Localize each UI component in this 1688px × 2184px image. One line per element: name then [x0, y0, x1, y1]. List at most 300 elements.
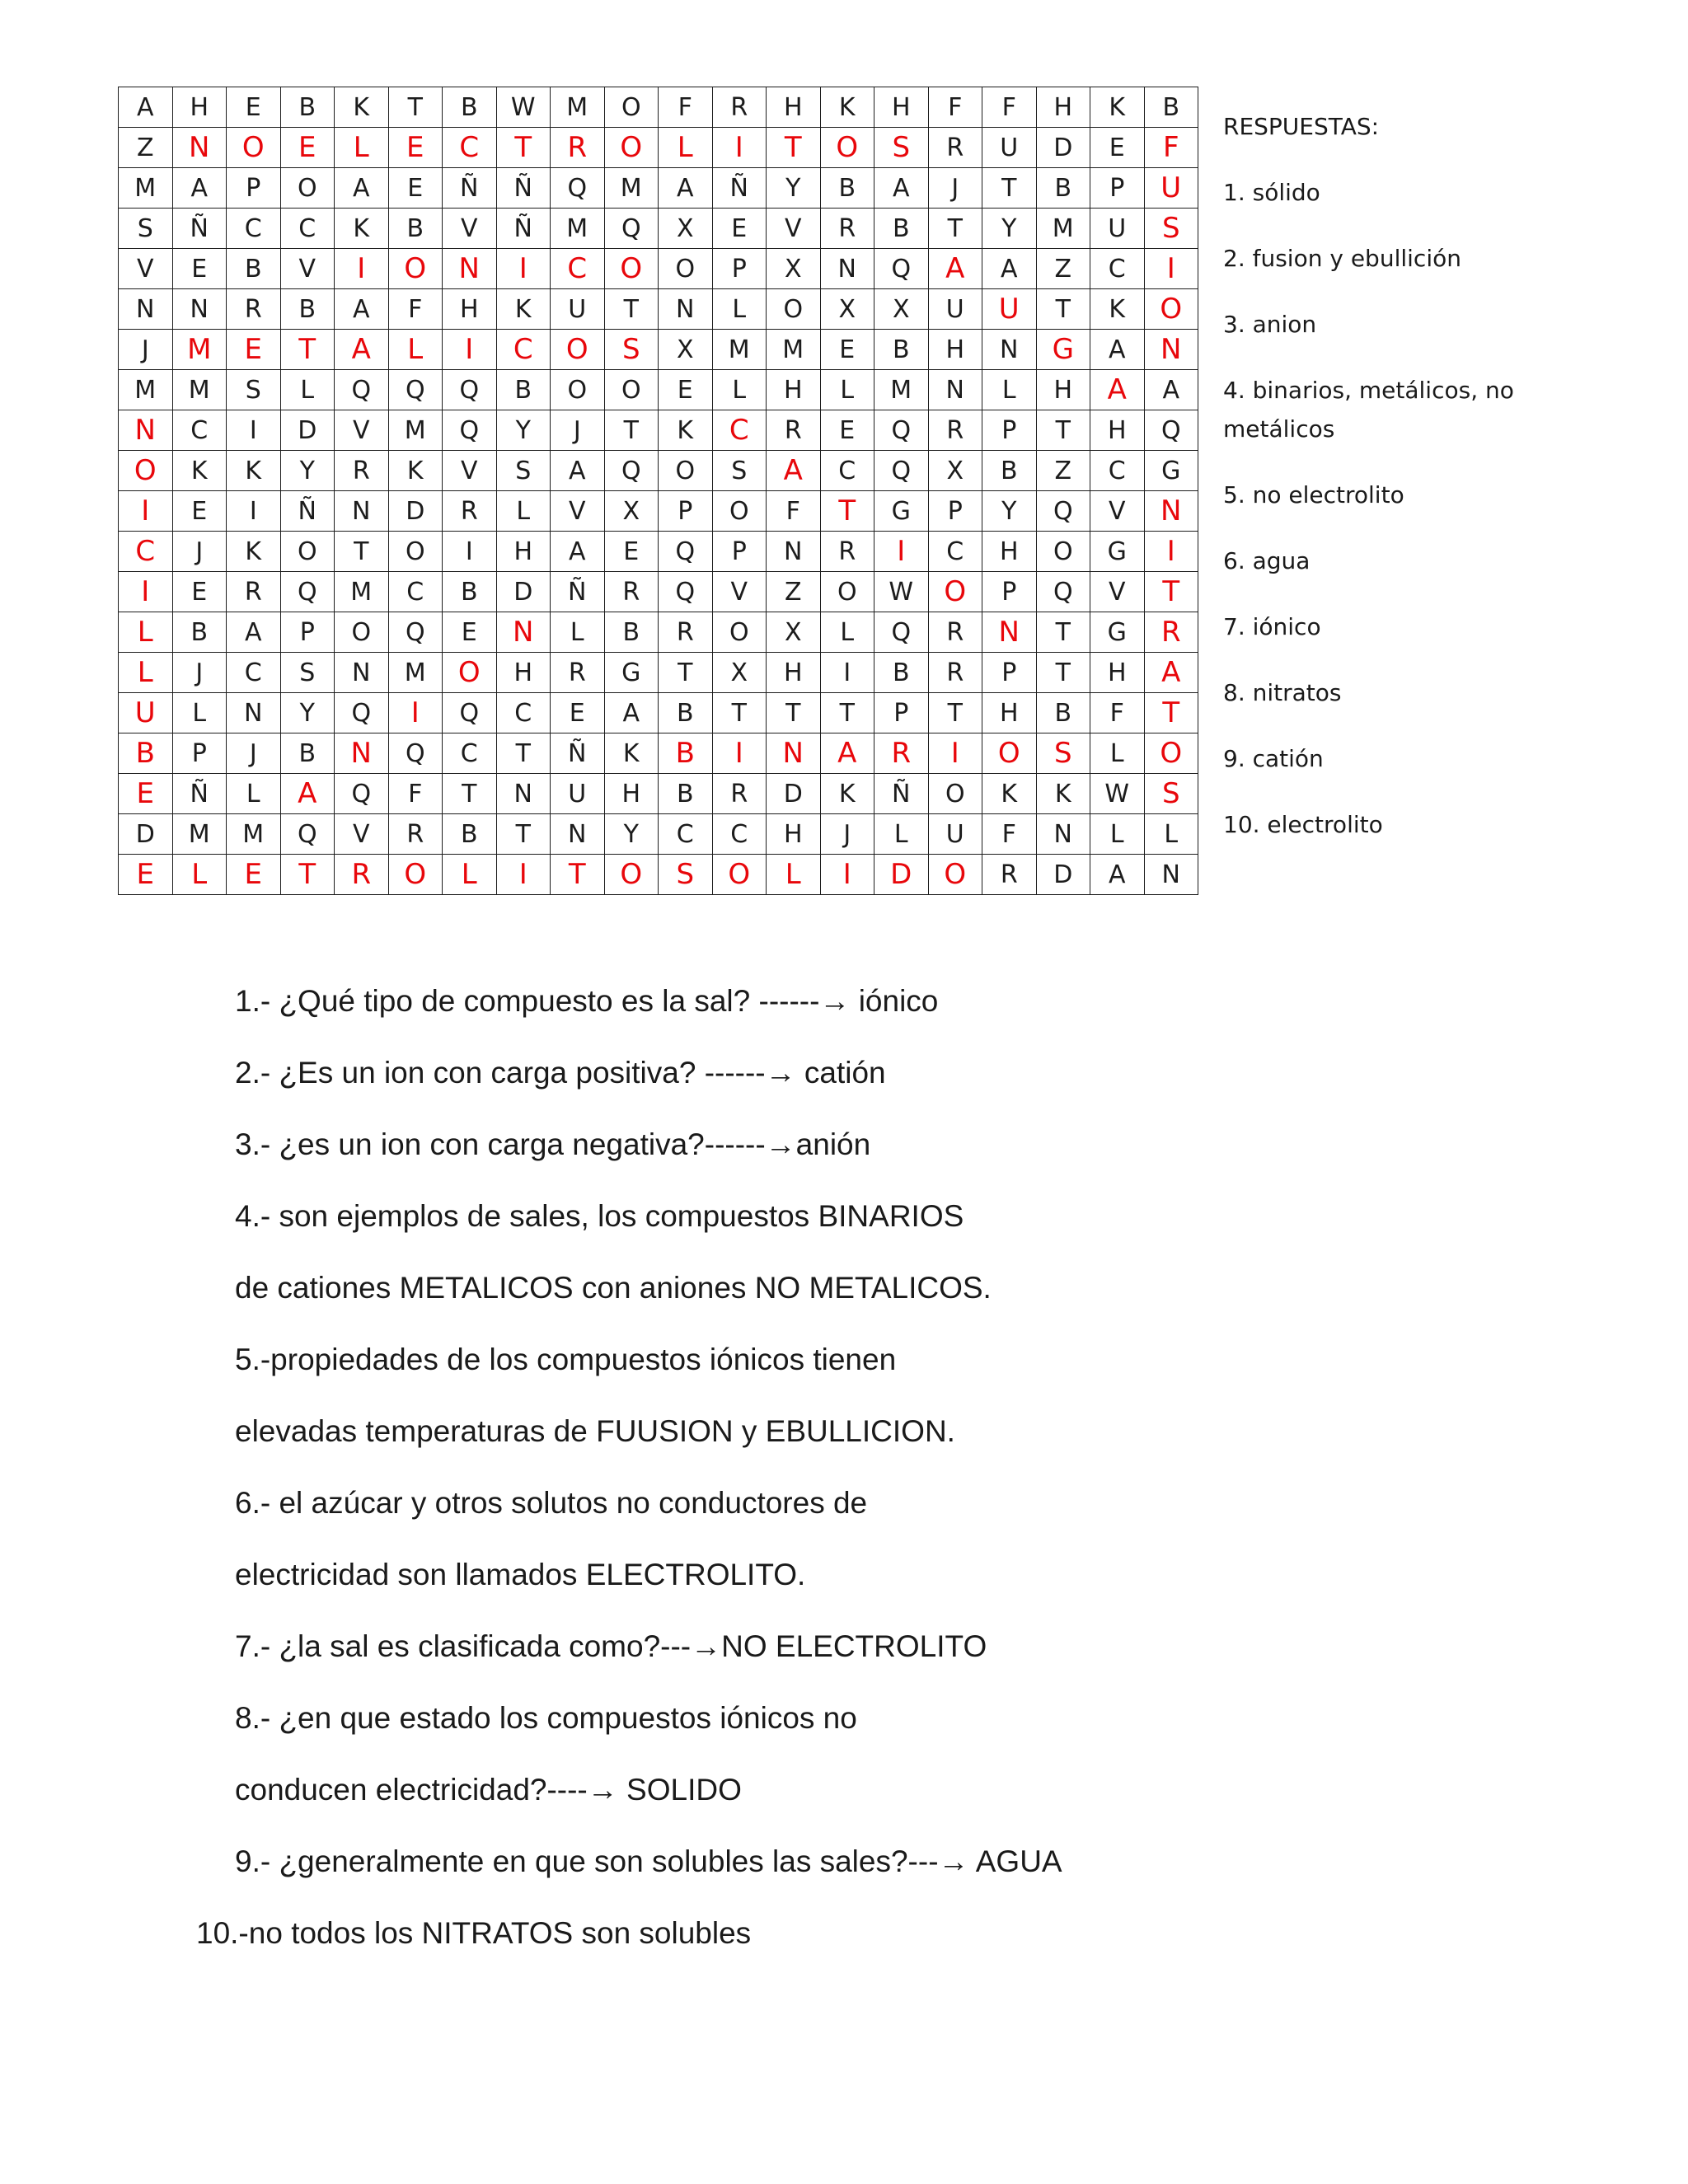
grid-cell: M [335, 572, 389, 612]
grid-cell: O [928, 774, 982, 814]
grid-cell: R [874, 733, 929, 774]
answer-item: 7. iónico [1223, 613, 1321, 640]
grid-cell: Q [443, 410, 497, 451]
grid-cell: L [712, 370, 767, 410]
grid-row [119, 370, 1198, 410]
grid-cell: B [604, 612, 659, 653]
grid-cell: U [1090, 209, 1145, 249]
grid-cell: K [227, 451, 281, 491]
grid-cell: L [496, 491, 551, 532]
grid-cell: C [1090, 249, 1145, 289]
grid-cell: Q [551, 168, 605, 209]
grid-cell: H [767, 370, 821, 410]
grid-cell: F [388, 289, 443, 330]
grid-cell: N [820, 249, 874, 289]
grid-cell: X [767, 249, 821, 289]
grid-cell: T [280, 330, 335, 370]
grid-cell: P [712, 249, 767, 289]
grid-cell: V [119, 249, 173, 289]
grid-cell: X [767, 612, 821, 653]
grid-cell: R [767, 410, 821, 451]
grid-cell: R [335, 855, 389, 895]
grid-cell: N [496, 612, 551, 653]
answer-item: 8. nitratos [1223, 679, 1342, 706]
grid-cell: R [227, 572, 281, 612]
grid-cell: V [443, 451, 497, 491]
grid-cell: V [712, 572, 767, 612]
grid-cell: G [1090, 532, 1145, 572]
grid-cell: T [1036, 653, 1090, 693]
grid-cell: L [119, 612, 173, 653]
grid-cell: V [335, 814, 389, 855]
grid-cell: B [443, 87, 497, 128]
grid-cell: C [659, 814, 713, 855]
grid-cell: W [874, 572, 929, 612]
grid-cell: X [874, 289, 929, 330]
grid-cell: Y [767, 168, 821, 209]
grid-cell: F [767, 491, 821, 532]
grid-cell: P [227, 168, 281, 209]
grid-cell: C [227, 653, 281, 693]
grid-cell: U [1144, 168, 1198, 209]
grid-cell: S [604, 330, 659, 370]
grid-cell: N [767, 733, 821, 774]
grid-cell: R [928, 410, 982, 451]
grid-cell: Q [388, 370, 443, 410]
grid-cell: T [1144, 572, 1198, 612]
grid-cell: G [1090, 612, 1145, 653]
grid-cell: L [767, 855, 821, 895]
grid-row [119, 855, 1198, 895]
grid-cell: Y [496, 410, 551, 451]
grid-cell: F [388, 774, 443, 814]
grid-cell: A [767, 451, 821, 491]
grid-cell: C [227, 209, 281, 249]
grid-cell: Q [388, 733, 443, 774]
grid-cell: E [280, 128, 335, 168]
grid-cell: O [604, 249, 659, 289]
grid-cell: P [874, 693, 929, 733]
grid-cell: D [119, 814, 173, 855]
grid-cell: P [928, 491, 982, 532]
grid-cell: N [982, 612, 1037, 653]
grid-cell: M [1036, 209, 1090, 249]
grid-cell: I [496, 855, 551, 895]
grid-cell: D [1036, 855, 1090, 895]
grid-row [119, 572, 1198, 612]
grid-cell: I [388, 693, 443, 733]
grid-cell: A [119, 87, 173, 128]
grid-cell: I [227, 410, 281, 451]
grid-cell: E [1090, 128, 1145, 168]
grid-cell: N [227, 693, 281, 733]
grid-cell: K [172, 451, 227, 491]
grid-cell: O [280, 532, 335, 572]
grid-cell: M [119, 168, 173, 209]
grid-cell: D [496, 572, 551, 612]
grid-cell: E [388, 128, 443, 168]
grid-cell: F [1090, 693, 1145, 733]
grid-cell: H [496, 653, 551, 693]
grid-cell: B [496, 370, 551, 410]
grid-cell: M [551, 209, 605, 249]
grid-cell: Y [982, 491, 1037, 532]
grid-cell: T [767, 693, 821, 733]
grid-cell: K [1090, 289, 1145, 330]
grid-cell: A [1144, 370, 1198, 410]
grid-cell: K [227, 532, 281, 572]
grid-cell: O [227, 128, 281, 168]
grid-cell: O [820, 128, 874, 168]
grid-cell: M [172, 814, 227, 855]
grid-cell: D [388, 491, 443, 532]
grid-cell: U [551, 774, 605, 814]
grid-cell: L [443, 855, 497, 895]
grid-cell: B [280, 733, 335, 774]
grid-cell: H [496, 532, 551, 572]
grid-cell: H [982, 693, 1037, 733]
grid-cell: R [604, 572, 659, 612]
grid-row [119, 612, 1198, 653]
grid-cell: E [551, 693, 605, 733]
grid-cell: N [928, 370, 982, 410]
grid-cell: T [767, 128, 821, 168]
grid-cell: U [551, 289, 605, 330]
grid-cell: V [767, 209, 821, 249]
grid-cell: Ñ [551, 572, 605, 612]
grid-cell: I [820, 653, 874, 693]
grid-cell: T [712, 693, 767, 733]
grid-cell: J [227, 733, 281, 774]
grid-cell: L [982, 370, 1037, 410]
grid-cell: R [388, 814, 443, 855]
grid-cell: Ñ [172, 209, 227, 249]
grid-cell: B [820, 168, 874, 209]
grid-cell: E [712, 209, 767, 249]
grid-cell: H [767, 653, 821, 693]
grid-cell: N [767, 532, 821, 572]
grid-cell: R [1144, 612, 1198, 653]
grid-cell: D [280, 410, 335, 451]
grid-cell: M [604, 168, 659, 209]
grid-cell: O [928, 855, 982, 895]
grid-cell: Q [280, 572, 335, 612]
grid-cell: A [604, 693, 659, 733]
grid-cell: V [335, 410, 389, 451]
answer-item: 2. fusion y ebullición [1223, 245, 1461, 272]
grid-cell: T [604, 289, 659, 330]
grid-cell: B [280, 289, 335, 330]
grid-row [119, 653, 1198, 693]
grid-cell: L [874, 814, 929, 855]
question-2: 2.- ¿Es un ion con carga positiva? ------→ catión [235, 1056, 886, 1090]
grid-cell: M [172, 330, 227, 370]
grid-row [119, 774, 1198, 814]
grid-cell: Ñ [443, 168, 497, 209]
grid-cell: T [928, 209, 982, 249]
grid-cell: Ñ [874, 774, 929, 814]
grid-row [119, 491, 1198, 532]
question-1: 1.- ¿Qué tipo de compuesto es la sal? ------→ iónico [235, 984, 939, 1018]
grid-cell: Q [604, 451, 659, 491]
answer-item: 4. binarios, metálicos, no metálicos [1223, 377, 1514, 443]
grid-cell: R [335, 451, 389, 491]
grid-cell: I [496, 249, 551, 289]
grid-cell: I [119, 491, 173, 532]
grid-cell: R [712, 774, 767, 814]
grid-cell: U [982, 289, 1037, 330]
grid-cell: O [659, 249, 713, 289]
grid-cell: N [335, 733, 389, 774]
grid-cell: X [928, 451, 982, 491]
grid-cell: E [604, 532, 659, 572]
grid-cell: K [388, 451, 443, 491]
grid-cell: O [119, 451, 173, 491]
grid-row [119, 814, 1198, 855]
grid-cell: B [874, 330, 929, 370]
grid-cell: T [443, 774, 497, 814]
grid-cell: H [604, 774, 659, 814]
grid-cell: B [119, 733, 173, 774]
grid-cell: P [712, 532, 767, 572]
grid-cell: Y [280, 693, 335, 733]
grid-cell: H [1036, 87, 1090, 128]
grid-cell: Z [767, 572, 821, 612]
grid-cell: K [1036, 774, 1090, 814]
grid-cell: R [712, 87, 767, 128]
grid-cell: Q [335, 693, 389, 733]
grid-cell: O [388, 249, 443, 289]
grid-cell: N [1144, 330, 1198, 370]
grid-cell: U [119, 693, 173, 733]
grid-cell: I [874, 532, 929, 572]
grid-cell: O [551, 330, 605, 370]
grid-cell: T [1036, 289, 1090, 330]
grid-cell: C [496, 693, 551, 733]
grid-cell: S [1144, 774, 1198, 814]
answers-heading: RESPUESTAS: [1223, 113, 1380, 140]
grid-cell: A [1144, 653, 1198, 693]
question-3: 3.- ¿es un ion con carga negativa?------→anión [235, 1127, 871, 1161]
grid-cell: N [982, 330, 1037, 370]
grid-cell: M [712, 330, 767, 370]
grid-cell: E [820, 410, 874, 451]
grid-cell: A [874, 168, 929, 209]
grid-cell: C [928, 532, 982, 572]
answer-item: 9. catión [1223, 745, 1324, 772]
grid-cell: O [604, 128, 659, 168]
grid-cell: O [388, 855, 443, 895]
grid-cell: Q [874, 249, 929, 289]
grid-cell: T [496, 814, 551, 855]
grid-cell: O [604, 370, 659, 410]
grid-cell: I [227, 491, 281, 532]
grid-cell: S [659, 855, 713, 895]
grid-cell: R [551, 128, 605, 168]
question-8: 8.- ¿en que estado los compuestos iónicos no [235, 1701, 857, 1735]
grid-cell: R [982, 855, 1037, 895]
grid-cell: T [496, 733, 551, 774]
grid-cell: Q [1036, 491, 1090, 532]
grid-row [119, 249, 1198, 289]
grid-cell: N [551, 814, 605, 855]
grid-cell: E [659, 370, 713, 410]
grid-cell: E [172, 572, 227, 612]
grid-cell: P [982, 572, 1037, 612]
grid-row [119, 87, 1198, 128]
grid-cell: W [496, 87, 551, 128]
grid-cell: O [928, 572, 982, 612]
grid-cell: Q [874, 451, 929, 491]
grid-cell: X [604, 491, 659, 532]
grid-cell: K [335, 209, 389, 249]
grid-cell: C [820, 451, 874, 491]
grid-cell: K [982, 774, 1037, 814]
grid-cell: W [1090, 774, 1145, 814]
grid-cell: B [1036, 693, 1090, 733]
grid-cell: L [280, 370, 335, 410]
grid-row [119, 733, 1198, 774]
question-4: 4.- son ejemplos de sales, los compuestos BINARIOS [235, 1199, 964, 1233]
grid-cell: B [659, 774, 713, 814]
grid-cell: X [659, 330, 713, 370]
grid-cell: V [1090, 491, 1145, 532]
grid-cell: L [172, 855, 227, 895]
grid-cell: Q [388, 612, 443, 653]
grid-cell: E [172, 491, 227, 532]
grid-cell: C [551, 249, 605, 289]
grid-cell: N [172, 128, 227, 168]
grid-row [119, 410, 1198, 451]
grid-cell: D [767, 774, 821, 814]
grid-cell: K [820, 774, 874, 814]
grid-row [119, 289, 1198, 330]
grid-row [119, 693, 1198, 733]
grid-cell: C [119, 532, 173, 572]
grid-cell: K [1090, 87, 1145, 128]
grid-cell: M [172, 370, 227, 410]
grid-cell: N [1144, 855, 1198, 895]
grid-cell: H [767, 87, 821, 128]
grid-cell: N [1144, 491, 1198, 532]
grid-cell: E [227, 87, 281, 128]
grid-cell: L [227, 774, 281, 814]
grid-cell: S [1036, 733, 1090, 774]
grid-cell: N [443, 249, 497, 289]
grid-cell: A [928, 249, 982, 289]
grid-cell: V [280, 249, 335, 289]
grid-cell: U [982, 128, 1037, 168]
grid-cell: C [443, 733, 497, 774]
question-5-cont: elevadas temperaturas de FUUSION y EBULLICION. [235, 1414, 955, 1448]
grid-cell: O [1144, 289, 1198, 330]
grid-cell: I [119, 572, 173, 612]
grid-cell: O [1144, 733, 1198, 774]
grid-cell: H [1036, 370, 1090, 410]
grid-cell: H [928, 330, 982, 370]
grid-row [119, 451, 1198, 491]
grid-cell: J [172, 532, 227, 572]
grid-cell: B [227, 249, 281, 289]
grid-cell: E [172, 249, 227, 289]
grid-cell: A [982, 249, 1037, 289]
grid-cell: T [1036, 410, 1090, 451]
grid-cell: S [496, 451, 551, 491]
grid-row [119, 330, 1198, 370]
grid-cell: P [172, 733, 227, 774]
grid-cell: I [1144, 249, 1198, 289]
grid-cell: R [928, 653, 982, 693]
grid-cell: O [551, 370, 605, 410]
grid-cell: I [928, 733, 982, 774]
grid-cell: N [119, 289, 173, 330]
grid-cell: D [874, 855, 929, 895]
grid-cell: T [659, 653, 713, 693]
answer-item: 5. no electrolito [1223, 481, 1404, 509]
grid-cell: G [604, 653, 659, 693]
grid-cell: K [659, 410, 713, 451]
grid-cell: P [659, 491, 713, 532]
grid-cell: N [659, 289, 713, 330]
grid-cell: H [767, 814, 821, 855]
grid-cell: C [280, 209, 335, 249]
grid-cell: Q [443, 370, 497, 410]
grid-cell: S [280, 653, 335, 693]
grid-cell: R [820, 532, 874, 572]
grid-cell: I [335, 249, 389, 289]
grid-cell: T [280, 855, 335, 895]
question-7: 7.- ¿la sal es clasificada como?---→NO ELECTROLITO [235, 1629, 987, 1663]
grid-cell: C [496, 330, 551, 370]
grid-cell: B [982, 451, 1037, 491]
grid-cell: B [659, 733, 713, 774]
grid-cell: B [172, 612, 227, 653]
answer-item: 3. anion [1223, 311, 1317, 338]
grid-cell: A [820, 733, 874, 774]
grid-cell: M [227, 814, 281, 855]
grid-cell: T [928, 693, 982, 733]
grid-cell: H [982, 532, 1037, 572]
grid-cell: Y [982, 209, 1037, 249]
grid-cell: Y [280, 451, 335, 491]
grid-cell: A [1090, 855, 1145, 895]
grid-cell: B [443, 814, 497, 855]
grid-cell: L [1090, 733, 1145, 774]
grid-cell: Ñ [172, 774, 227, 814]
grid-cell: S [1144, 209, 1198, 249]
grid-cell: X [820, 289, 874, 330]
grid-cell: T [335, 532, 389, 572]
grid-cell: A [1090, 330, 1145, 370]
grid-cell: R [227, 289, 281, 330]
grid-cell: O [280, 168, 335, 209]
grid-cell: B [659, 693, 713, 733]
grid-cell: P [982, 653, 1037, 693]
grid-cell: A [659, 168, 713, 209]
grid-cell: N [1036, 814, 1090, 855]
word-search-grid [118, 87, 1198, 895]
grid-cell: T [551, 855, 605, 895]
grid-row [119, 128, 1198, 168]
question-6-cont: electricidad son llamados ELECTROLITO. [235, 1558, 806, 1591]
grid-cell: F [659, 87, 713, 128]
grid-cell: S [874, 128, 929, 168]
grid-cell: H [172, 87, 227, 128]
grid-cell: T [496, 128, 551, 168]
grid-cell: I [820, 855, 874, 895]
grid-cell: C [172, 410, 227, 451]
question-4-cont: de cationes METALICOS con aniones NO METALICOS. [235, 1271, 992, 1305]
